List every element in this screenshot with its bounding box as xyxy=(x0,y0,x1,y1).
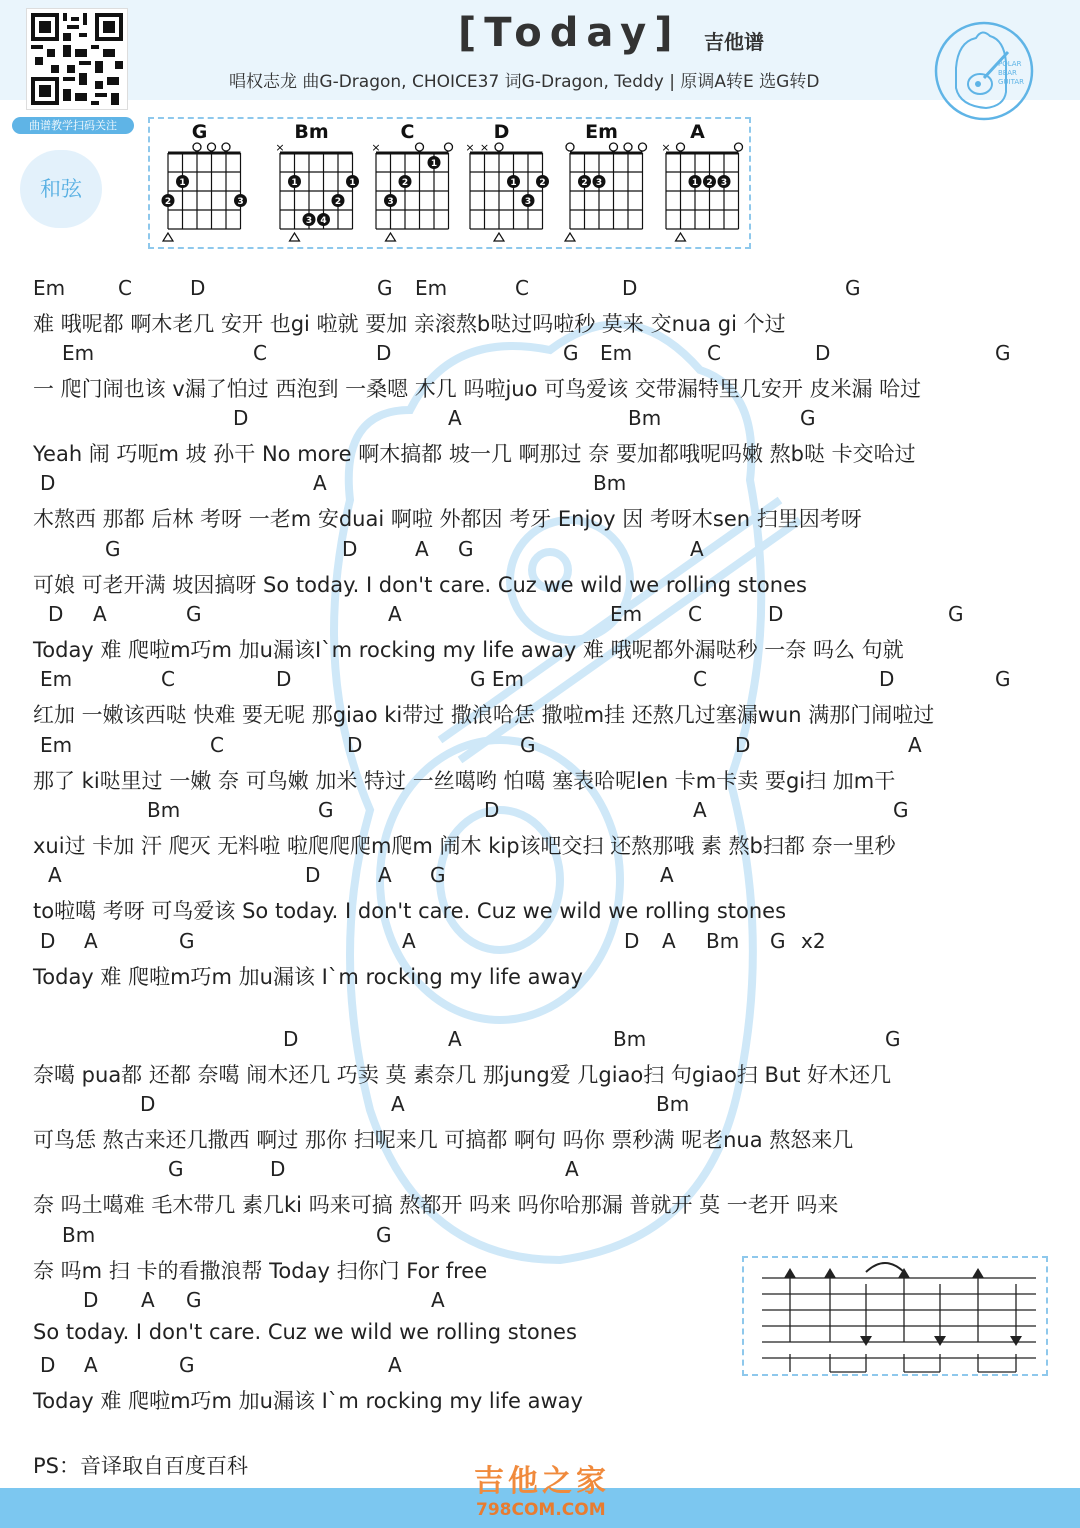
finger-number: 1 xyxy=(291,178,298,188)
chord-symbol: Bm xyxy=(628,406,662,430)
chord-symbol: D xyxy=(622,276,638,300)
chord-symbol: A xyxy=(388,1353,402,1377)
chord-symbol: C xyxy=(161,667,175,691)
lyric-line: 奈 吗m 扫 卡的看撒浪帮 Today 扫你门 For free xyxy=(33,1259,488,1283)
finger-number: 1 xyxy=(430,159,438,169)
chord-symbol: Bm xyxy=(147,798,181,822)
finger-number: 3 xyxy=(237,197,244,207)
chord-symbol: A xyxy=(93,602,107,626)
chord-symbol: D xyxy=(48,602,64,626)
chord-symbol: Bm xyxy=(613,1027,647,1051)
chord-symbol: A xyxy=(565,1157,579,1181)
chord-symbol: D xyxy=(83,1288,99,1312)
chord-name: D xyxy=(493,121,510,143)
chord-symbol: G xyxy=(995,667,1011,691)
chord-symbol: D xyxy=(305,863,321,887)
finger-number: 2 xyxy=(164,197,172,207)
finger-number: 3 xyxy=(595,178,603,188)
chord-symbol: D xyxy=(40,1353,56,1377)
chord-symbol: D xyxy=(233,406,249,430)
chord-symbol: A xyxy=(908,733,922,757)
chord-symbol: G xyxy=(520,733,536,757)
chord-symbol: D xyxy=(342,537,358,561)
lyric-line: 木熬西 那都 后林 考呀 一老m 安duai 啊啦 外都因 考牙 Enjoy 因 考呀木sen 扫里因考呀 xyxy=(33,507,862,531)
chord-symbol: C xyxy=(688,602,702,626)
chord-symbol: A xyxy=(402,929,416,953)
chord-name: A xyxy=(690,121,705,143)
chord-symbol: G xyxy=(845,276,861,300)
chord-symbol: D xyxy=(140,1092,156,1116)
finger-number: 3 xyxy=(720,178,728,188)
chord-symbol: G xyxy=(318,798,334,822)
chord-symbol: A xyxy=(48,863,62,887)
chord-symbol: G xyxy=(377,276,393,300)
chord-symbol: Em xyxy=(600,341,633,365)
song-credits: 唱权志龙 曲G-Dragon, CHOICE37 词G-Dragon, Teddy | 原调A转E 选G转D xyxy=(229,72,820,92)
chord-symbol: A xyxy=(388,602,402,626)
chord-symbol: G xyxy=(563,341,579,365)
chords-label: 和弦 xyxy=(20,150,102,228)
chord-symbol: C xyxy=(693,667,707,691)
chord-symbol: A xyxy=(313,471,327,495)
finger-number: 2 xyxy=(334,197,342,207)
chord-symbol: C xyxy=(707,341,721,365)
chord-symbol: Em xyxy=(40,733,73,757)
finger-number: 2 xyxy=(401,178,409,188)
chord-symbol: G xyxy=(995,341,1011,365)
lyric-line: Today 难 爬啦m巧m 加u漏该 I`m rocking my life away xyxy=(33,965,583,989)
chord-symbol: G xyxy=(186,602,202,626)
chord-symbol: A xyxy=(693,798,707,822)
site-logo-text[interactable]: 吉他之家 xyxy=(474,1464,610,1499)
chord-symbol: D xyxy=(270,1157,286,1181)
chord-symbol: G xyxy=(948,602,964,626)
muted-string-marker: × xyxy=(371,141,381,154)
muted-string-marker: × xyxy=(661,141,671,154)
finger-number: 1 xyxy=(510,178,517,188)
chord-symbol: D xyxy=(276,667,292,691)
chord-symbol: A xyxy=(662,929,676,953)
chord-symbol: G Em xyxy=(470,667,524,691)
page-title: [Today] xyxy=(458,10,681,56)
chord-symbol: C xyxy=(118,276,132,300)
logo-text-2: BEAR xyxy=(998,69,1017,77)
chord-symbol: C xyxy=(210,733,224,757)
chord-symbol: D xyxy=(815,341,831,365)
chord-name: Em xyxy=(585,121,618,143)
chord-symbol: G xyxy=(105,537,121,561)
finger-number: 3 xyxy=(524,197,532,207)
logo-text-1: POLAR xyxy=(998,60,1022,68)
lyric-line: 难 哦呢都 啊木老几 安开 也gi 啦就 要加 亲滚熬b哒过吗啦秒 莫来 交nua gi 个过 xyxy=(33,312,786,336)
chord-symbol: D xyxy=(347,733,363,757)
chord-symbol: A xyxy=(391,1092,405,1116)
qr-caption: 曲谱教学扫码关注 xyxy=(12,117,134,134)
chord-symbol: G xyxy=(893,798,909,822)
chord-symbol: G xyxy=(186,1288,202,1312)
chord-symbol: D xyxy=(624,929,640,953)
lyric-line: xui过 卡加 汗 爬灭 无料啦 啦爬爬爬m爬m 闹木 kip该吧交扫 还熬那哦 素 熬b扫都 奈一里秒 xyxy=(33,834,896,858)
chord-symbol: D xyxy=(40,929,56,953)
muted-string-marker: × xyxy=(479,141,490,154)
chord-symbol: A xyxy=(660,863,674,887)
chord-symbol: Bm xyxy=(593,471,627,495)
chord-symbol: D xyxy=(735,733,751,757)
chord-symbol: A xyxy=(141,1288,155,1312)
chord-symbol: x2 xyxy=(801,929,826,953)
lyric-line: 可娘 可老开满 坡因搞呀 So today. I don't care. Cuz we wild we rolling stones xyxy=(33,573,807,597)
chord-symbol: C xyxy=(253,341,267,365)
chord-symbol: Em xyxy=(610,602,643,626)
finger-number: 4 xyxy=(320,216,327,226)
lyric-line: 那了 ki哒里过 一嫩 奈 可鸟嫩 加米 特过 一丝噶哟 怕噶 塞表哈呢len 卡m卡卖 要gi扫 加m干 xyxy=(33,769,896,793)
chord-symbol: D xyxy=(190,276,206,300)
finger-number: 1 xyxy=(349,178,356,188)
chord-symbol: A xyxy=(448,1027,462,1051)
page-subtitle: 吉他谱 xyxy=(704,30,764,54)
chord-symbol: G xyxy=(458,537,474,561)
chord-symbol: D xyxy=(484,798,500,822)
chord-symbol: A xyxy=(378,863,392,887)
lyric-line: 奈 吗土噶难 毛木带几 素几ki 吗来可搞 熬都开 吗来 吗你哈那漏 普就开 莫 一老开 吗来 xyxy=(33,1193,839,1217)
lyric-line: So today. I don't care. Cuz we wild we rolling stones xyxy=(33,1320,577,1344)
chord-symbol: G xyxy=(179,929,195,953)
lyric-line: to啦噶 考呀 可鸟爱该 So today. I don't care. Cuz we wild we rolling stones xyxy=(33,899,787,923)
chord-symbol: Em xyxy=(33,276,66,300)
lyric-line: Yeah 闹 巧呃m 坡 孙干 No more 啊木搞都 坡一几 啊那过 奈 要加都哦呢吗嫩 熬b哒 卡交哈过 xyxy=(33,442,916,466)
chord-symbol: D xyxy=(283,1027,299,1051)
lyric-line: 可鸟恁 熬古来还几撒西 啊过 那你 扫呢来几 可搞都 啊句 吗你 票秒满 呢老nua 熬怒来几 xyxy=(33,1128,854,1152)
chord-symbol: G xyxy=(168,1157,184,1181)
chord-symbol: Bm xyxy=(706,929,740,953)
chord-symbol: D xyxy=(40,471,56,495)
chord-symbol: G xyxy=(770,929,786,953)
chord-symbol: Bm xyxy=(656,1092,690,1116)
lyric-line: 奈噶 pua都 还都 奈噶 闹木还几 巧卖 莫 素奈几 那jung爱 几giao扫 句giao扫 But 好木还几 xyxy=(33,1063,892,1087)
chord-symbol: G xyxy=(376,1223,392,1247)
chord-symbol: A xyxy=(415,537,429,561)
lyric-line: 一 爬门闹也该 v漏了怕过 西泡到 一桑嗯 木几 吗啦juo 可鸟爱该 交带漏特里几安开 皮米漏 哈过 xyxy=(33,377,922,401)
chord-symbol: Em xyxy=(415,276,448,300)
chord-symbol: Bm xyxy=(62,1223,96,1247)
finger-number: 2 xyxy=(539,178,546,188)
lyric-line: Today 难 爬啦m巧m 加u漏该I`m rocking my life away 难 哦呢都外漏哒秒 一奈 吗么 句就 xyxy=(33,638,904,662)
chord-symbol: A xyxy=(84,929,98,953)
chord-symbol: A xyxy=(448,406,462,430)
chord-symbol: A xyxy=(84,1353,98,1377)
chord-symbol: A xyxy=(431,1288,445,1312)
finger-number: 1 xyxy=(179,178,186,188)
ps-note: PS：音译取自百度百科 xyxy=(33,1454,248,1478)
finger-number: 2 xyxy=(581,178,588,188)
chord-symbol: C xyxy=(515,276,529,300)
chord-symbol: Em xyxy=(62,341,95,365)
strumming-pattern xyxy=(742,1256,1048,1376)
lyric-line: 红加 一嫩该西哒 快难 要无呢 那giao ki带过 撒浪哈恁 撒啦m挂 还熬几过塞漏wun 满那门闹啦过 xyxy=(33,703,935,727)
chord-symbol: G xyxy=(179,1353,195,1377)
chord-name: C xyxy=(400,121,415,143)
site-url[interactable]: 798COM.COM xyxy=(476,1500,606,1520)
chord-symbol: Em xyxy=(40,667,73,691)
chord-symbol: G xyxy=(800,406,816,430)
chord-symbol: D xyxy=(768,602,784,626)
finger-number: 2 xyxy=(706,178,713,188)
muted-string-marker: × xyxy=(465,141,475,154)
logo-text-3: GUITAR xyxy=(998,78,1024,86)
lyric-line: Today 难 爬啦m巧m 加u漏该 I`m rocking my life away xyxy=(33,1389,583,1413)
chord-name: Bm xyxy=(294,121,329,143)
chord-symbol: A xyxy=(690,537,704,561)
chord-symbol: D xyxy=(376,341,392,365)
finger-number: 1 xyxy=(691,178,699,188)
finger-number: 3 xyxy=(305,216,313,226)
chord-symbol: D xyxy=(879,667,895,691)
chord-name: G xyxy=(191,121,208,143)
chord-symbol: G xyxy=(430,863,446,887)
chord-symbol: G xyxy=(885,1027,901,1051)
muted-string-marker: × xyxy=(275,141,285,154)
finger-number: 3 xyxy=(387,197,394,207)
